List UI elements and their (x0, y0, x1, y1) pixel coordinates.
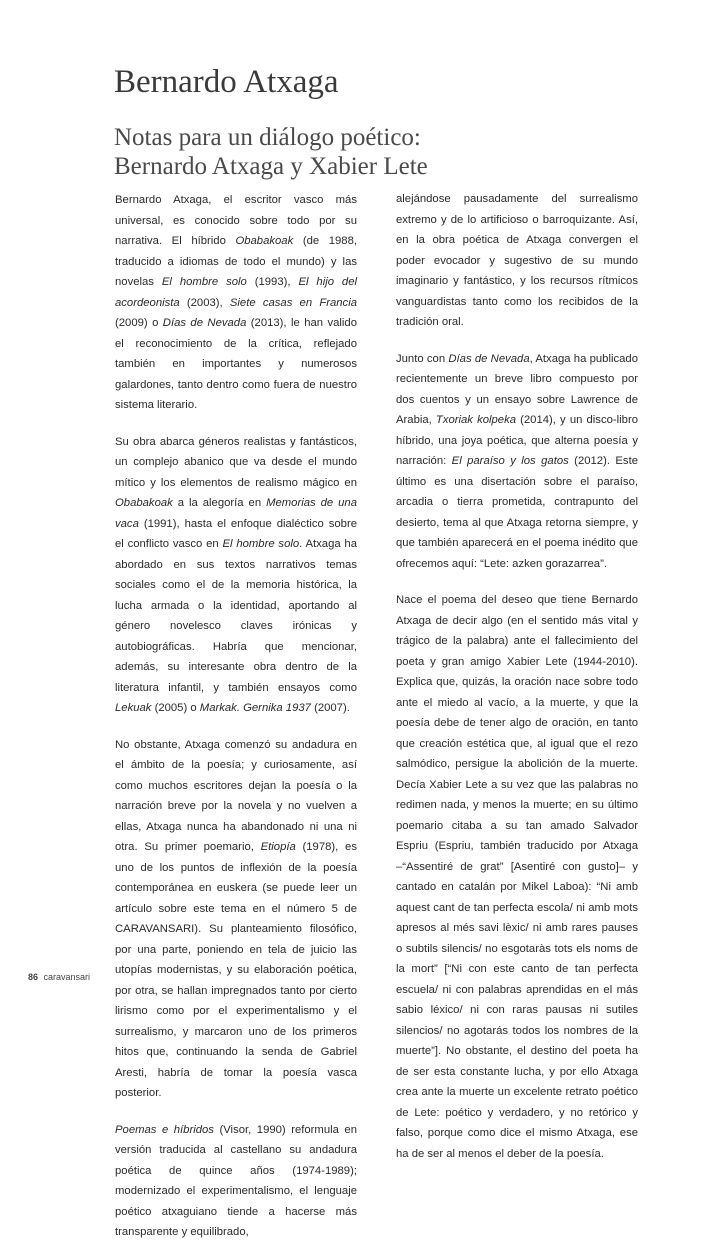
italic-title: Memorias de una vaca (115, 497, 357, 530)
italic-title: El paraíso y los gatos (451, 455, 569, 467)
subtitle-line-2: Bernardo Atxaga y Xabier Lete (114, 153, 428, 180)
paragraph: Poemas e híbridos (Visor, 1990) reformula en versión traducida al castellano su andadura poética de quince años (1974-1989); modernizado el experimentalismo, el lenguaje poético atxaguiano tiende a hacerse más transparente y equilibrado, (115, 1123, 357, 1238)
paragraph: Nace el poema del deseo que tiene Bernardo Atxaga de decir algo (en el sentido más vital y trágico de la palabra) ante el fallecimiento del poeta y gran amigo Xabier Lete (1944-2010). Explica que, quizás, la oración nace sobre todo ante el miedo al vacío, a la muerte, y que la poesía debe de tener algo de oración, en tanto que creación estética que, al igual que el rezo salmódico, persigue la abolición de la muerte. Decía Xabier Lete a su vez que las palabras no redimen nada, y menos la muerte; en su último poemario citaba a su tan amado Salvador Espriu (Espriu, también traducido por Atxaga –“Assentiré de grat” [Asentiré con gusto]– y cantado en catalán por Mikel Laboa): “Ni amb aquest cant de tan perfecta escola/ ni amb mots apresos al més savi lèxic/ ni amb rares pauses o subtils silencis/ no esgotaràs tots els noms de la mort” [“Ni con este canto de tan perfecta escuela/ ni con palabras aprendidas en el más sabio léxico/ ni con raras pausas ni sutiles silencios/ no agotarás todos los nombres de la muerte”]. No obstante, el destino del poeta ha de ser esta constante lucha, y por ello Atxaga crea ante la muerte un excelente retrato poético de Lete: poético y verdadero, y no retórico y falso, porque como dice el mismo Atxaga, ese ha de ser al menos el deber de la poesía. (396, 594, 638, 1160)
italic-title: Markak. Gernika 1937 (199, 702, 311, 714)
italic-title: Días de Nevada (162, 317, 247, 329)
author-title: Bernardo Atxaga (114, 64, 339, 100)
italic-title: Txoriak kolpeka (435, 414, 517, 426)
paragraph: Junto con Días de Nevada, Atxaga ha publicado recientemente un breve libro compuesto por dos cuentos y un ensayo sobre Lawrence de Arabia, Txoriak kolpeka (2014), y un disco-libro híbrido, una joya poética, que alterna poesía y narración: El paraíso y los gatos (2012). Este último es una disertación sobre el paraíso, arcadia o tierra prometida, contrapunto del desierto, tema al que Atxaga retorna siempre, y que también aparecerá en el poema inédito que ofrecemos aquí: “Lete: azken gorazarrea”. (396, 352, 638, 570)
italic-title: Lekuak (115, 702, 152, 714)
italic-title: Obabakoak (115, 497, 173, 509)
italic-title: Etiopía (260, 841, 296, 853)
italic-title: Días de Nevada (448, 352, 530, 365)
subtitle-line-1: Notas para un diálogo poético: (114, 124, 421, 151)
right-column (396, 189, 638, 1180)
italic-title: El hijo del acordeonista (115, 276, 358, 309)
page-number: 86 (28, 972, 39, 982)
left-column (115, 190, 357, 1259)
page-footer (28, 971, 90, 983)
paragraph: Bernardo Atxaga, el escritor vasco más universal, es conocido sobre todo por su narrativa. El híbrido Obabakoak (de 1988, traducido a idiomas de todo el mundo) y las novelas El hombre solo (1993), El hijo del acordeonista (2003), Siete casas en Francia (2009) o Días de Nevada (2013), le han valido el reconocimiento de la crítica, reflejado también en importantes y numerosos galardones, tanto dentro como fuera de nuestro sistema literario. (115, 194, 358, 411)
paragraph: No obstante, Atxaga comenzó su andadura en el ámbito de la poesía; y curiosamente, así como muchos escritores dejan la poesía o la narración breve por la novela y no vuelven a ellas, Atxaga nunca ha abandonado ni una ni otra. Su primer poemario, Etiopía (1978), es uno de los puntos de inflexión de la poesía contemporánea en euskera (se puede leer un artículo sobre este tema en el número 5 de CARAVANSARI). Su planteamiento filosófico, por una parte, poniendo en tela de juicio las utopías modernistas, y su elaboración poética, por otra, se hallan impregnados tanto por cierto lirismo como por el experimentalismo y el surrealismo, y marcaron uno de los primeros hitos que, continuando la senda de Gabriel Aresti, habría de tomar la poesía vasca posterior. (115, 738, 357, 1099)
italic-title: Siete casas en Francia (229, 296, 357, 309)
paragraph: alejándose pausadamente del surrealismo extremo y de lo artificioso o barroquizante. Así, en la obra poética de Atxaga convergen el poder evocador y sugestivo de su mundo imaginario y fantástico, y los recursos rítmicos vanguardistas tanto como los recibidos de la tradición oral. (396, 193, 638, 328)
paragraph: Su obra abarca géneros realistas y fantásticos, un complejo abanico que va desde el mundo mítico y los elementos de realismo mágico en Obabakoak a la alegoría en Memorias de una vaca (1991), hasta el enfoque dialéctico sobre el conflicto vasco en El hombre solo. Atxaga ha abordado en sus textos narrativos temas sociales como el de la memoria histórica, la lucha armada o la identidad, aportando al género novelesco claves irónicas y autobiográficas. Habría que mencionar, además, su interesante obra dentro de la literatura infantil, y también ensayos como Lekuak (2005) o Markak. Gernika 1937 (2007). (115, 435, 357, 714)
italic-title: El hombre solo (161, 276, 247, 288)
italic-title: El hombre solo (222, 538, 300, 550)
italic-title: Obabakoak (235, 235, 294, 247)
article-subtitle (114, 123, 594, 181)
italic-title: Poemas e híbridos (115, 1123, 214, 1136)
magazine-name: caravansari (43, 972, 91, 982)
